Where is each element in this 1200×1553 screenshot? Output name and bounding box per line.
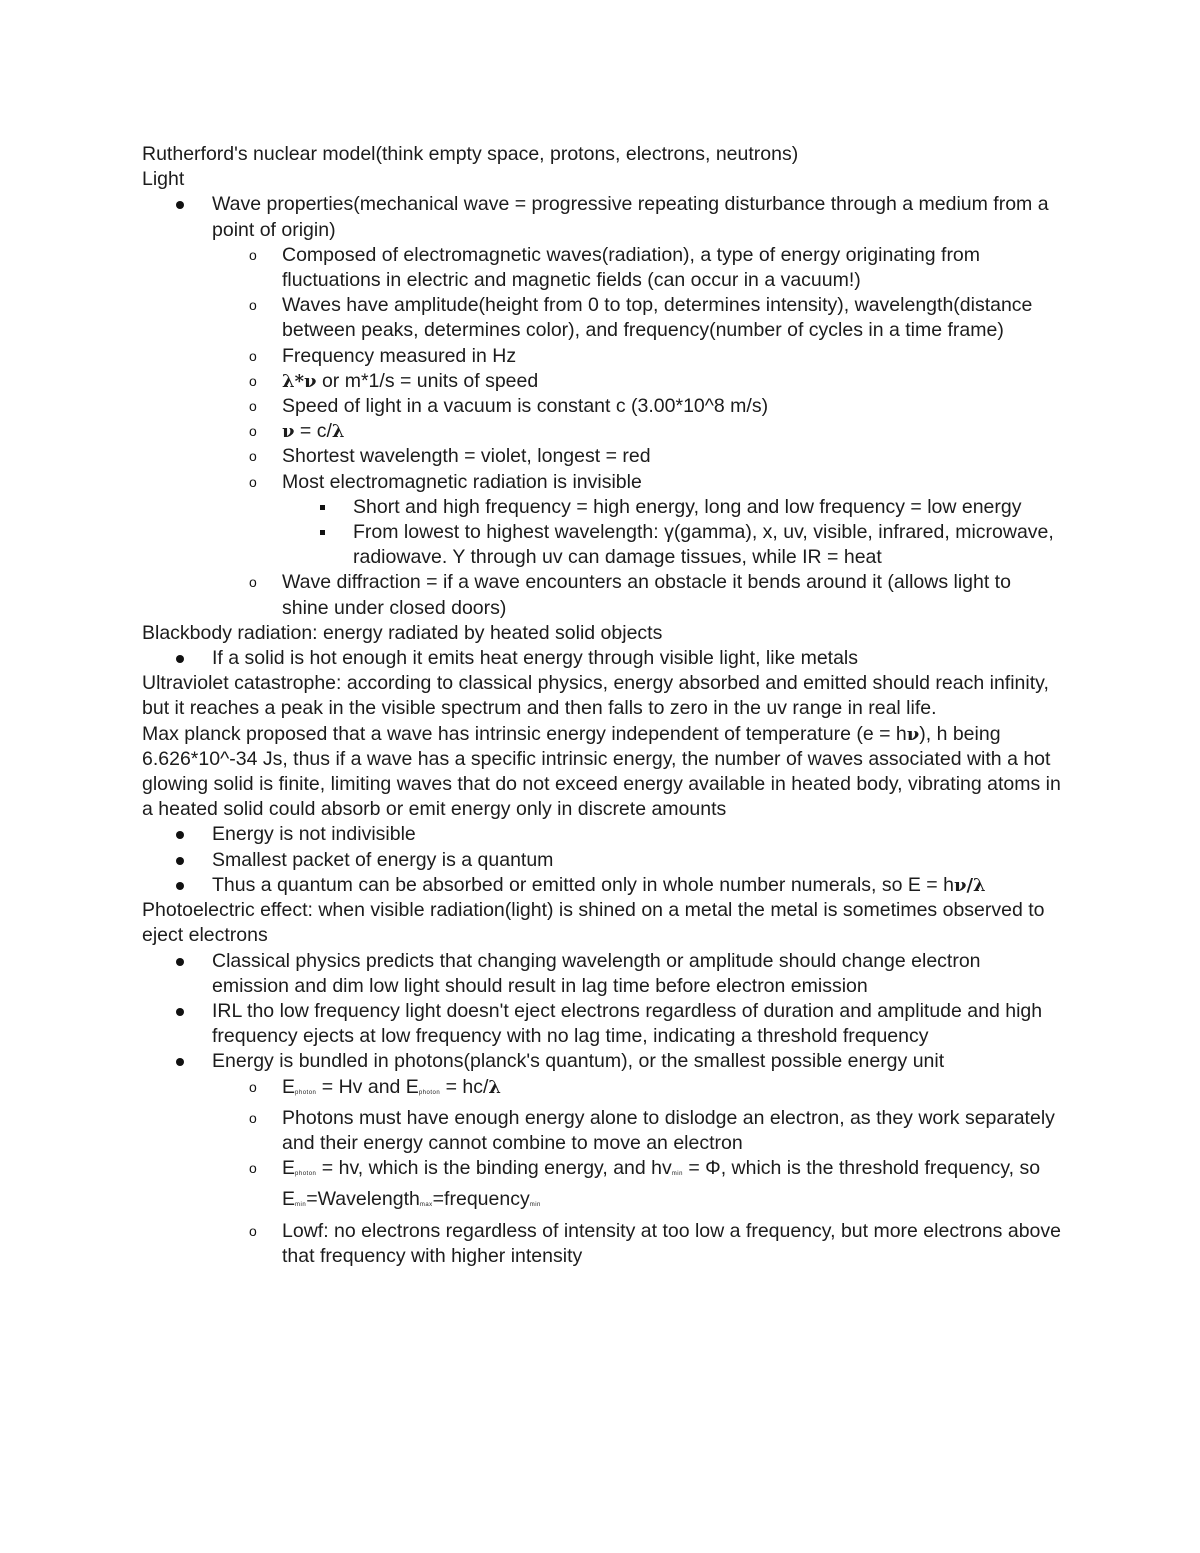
list-item: IRL tho low frequency light doesn't eject electrons regardless of duration and amplitude and high frequency ejects at low frequency with no lag time, indicating a threshold frequency <box>142 999 1062 1049</box>
list-item: Smallest packet of energy is a quantum <box>142 848 1062 873</box>
operator-symbol: * <box>294 370 305 392</box>
list-item: o Ephoton = hv, which is the binding energy, and hvmin = Φ, which is the threshold frequency, so Emin=Wavelengthmax=frequencymin <box>249 1157 1041 1211</box>
nu-symbol: ν <box>282 421 295 443</box>
subscript: photon <box>295 1089 317 1096</box>
bullet-dot-icon <box>176 655 184 663</box>
bullet-dot-icon <box>176 958 184 966</box>
list-item: o ν = c/λ <box>142 419 1062 444</box>
list-item: o Composed of electromagnetic waves(radiation), a type of energy originating from fluctuations in electric and magnetic fields (can occur in a vacuum!) <box>249 243 981 292</box>
bullet-square-icon <box>320 530 325 535</box>
nu-symbol: ν <box>906 723 920 745</box>
paragraph-photoelectric: Photoelectric effect: when visible radiation(light) is shined on a metal the metal is sometimes observed to eject electrons <box>142 899 1045 947</box>
list-item: o Wave diffraction = if a wave encounters an obstacle it bends around it (allows light to shine under closed doors) <box>249 571 1011 619</box>
list-item: Wave properties(mechanical wave = progressive repeating disturbance through a medium from a point of origin) <box>142 192 1062 242</box>
bullet-circle-icon: o <box>249 423 257 440</box>
bullet-circle-icon: o <box>249 1160 257 1177</box>
document-body <box>142 142 1062 1269</box>
bullet-circle-icon: o <box>249 1078 257 1095</box>
light-list <box>142 192 1062 620</box>
paragraph-planck: Max planck proposed that a wave has intrinsic energy independent of temperature (e = hν), h being 6.626*10^-34 Js, thus if a wave has a specific intrinsic energy, the number of waves associated with a hot glowing solid is finite, limiting waves that do not exceed energy available in heated body, vibrating atoms in a heated solid could absorb or emit energy only in discrete amounts <box>142 722 1061 821</box>
list-item: o Frequency measured in Hz <box>142 344 1062 369</box>
bullet-dot-icon <box>176 882 184 890</box>
list-item: Thus a quantum can be absorbed or emitted only in whole number numerals, so E = hν/λ <box>142 873 1062 898</box>
list-item: Energy is not indivisible <box>142 822 1062 847</box>
nu-symbol: ν <box>304 370 317 392</box>
bullet-circle-icon: o <box>249 448 257 465</box>
blackbody-list <box>142 646 1062 671</box>
list-item: o λ*ν or m*1/s = units of speed <box>142 369 1062 394</box>
list-item: o Lowf: no electrons regardless of intensity at too low a frequency, but more electrons above that frequency with higher intensity <box>249 1219 1061 1267</box>
photoelectric-list <box>142 949 1062 1269</box>
bullet-dot-icon <box>176 201 184 209</box>
list-item: Short and high frequency = high energy, long and low frequency = low energy <box>142 495 1062 520</box>
bullet-dot-icon <box>176 857 184 865</box>
bullet-circle-icon: o <box>249 246 257 263</box>
bullet-circle-icon: o <box>249 372 257 389</box>
list-item: From lowest to highest wavelength: γ(gamma), x, uv, visible, infrared, microwave, radiowave. Y through uv can damage tissues, while IR = heat <box>142 520 1062 570</box>
subscript: photon <box>418 1089 441 1096</box>
subscript: min <box>529 1202 541 1209</box>
bullet-circle-icon: o <box>249 347 257 364</box>
subscript: min <box>295 1202 307 1209</box>
subscript: min <box>671 1171 683 1178</box>
list-item: If a solid is hot enough it emits heat energy through visible light, like metals <box>142 646 1062 671</box>
list-item: o Speed of light in a vacuum is constant c (3.00*10^8 m/s) <box>142 394 1062 419</box>
subscript: max <box>419 1202 433 1209</box>
subscript: photon <box>295 1171 317 1178</box>
list-item: o Ephoton = Hv and Ephoton = hc/λ <box>142 1075 1062 1106</box>
list-item: o Shortest wavelength = violet, longest = red <box>142 444 1062 469</box>
paragraph-ultraviolet: Ultraviolet catastrophe: according to classical physics, energy absorbed and emitted should reach infinity, but it reaches a peak in the visible spectrum and then falls to zero in the uv range in real life. <box>142 672 1049 720</box>
lambda-symbol: λ <box>331 421 345 443</box>
bullet-dot-icon <box>176 1008 184 1016</box>
paragraph-rutherford: Rutherford's nuclear model(think empty space, protons, electrons, neutrons) <box>142 143 799 165</box>
lambda-symbol: λ <box>282 370 295 392</box>
bullet-dot-icon <box>176 831 184 839</box>
list-item: o Waves have amplitude(height from 0 to top, determines intensity), wavelength(distance between peaks, determines color), and frequency(number of cycles in a time frame) <box>249 294 1033 342</box>
bullet-square-icon <box>320 505 325 510</box>
list-item: Classical physics predicts that changing wavelength or amplitude should change electron emission and dim low light should result in lag time before electron emission <box>142 949 1062 999</box>
list-item: o Photons must have enough energy alone to dislodge an electron, as they work separately and their energy cannot combine to move an electron <box>249 1106 1055 1154</box>
bullet-dot-icon <box>176 1058 184 1066</box>
bullet-circle-icon: o <box>249 1222 257 1239</box>
list-item: Energy is bundled in photons(planck's quantum), or the smallest possible energy unit <box>142 1049 1062 1074</box>
heading-light: Light <box>142 168 185 191</box>
bullet-circle-icon: o <box>249 398 257 415</box>
lambda-symbol: λ <box>488 1076 502 1098</box>
bullet-circle-icon: o <box>249 1109 257 1126</box>
planck-list <box>142 822 1062 898</box>
nu-symbol: ν <box>953 874 967 896</box>
list-item: o Most electromagnetic radiation is invisible <box>142 470 1062 495</box>
slash-symbol: / <box>966 874 974 896</box>
bullet-circle-icon: o <box>249 473 257 490</box>
bullet-circle-icon: o <box>249 574 257 591</box>
bullet-circle-icon: o <box>249 297 257 314</box>
lambda-symbol: λ <box>973 874 986 896</box>
paragraph-blackbody: Blackbody radiation: energy radiated by heated solid objects <box>142 621 663 644</box>
